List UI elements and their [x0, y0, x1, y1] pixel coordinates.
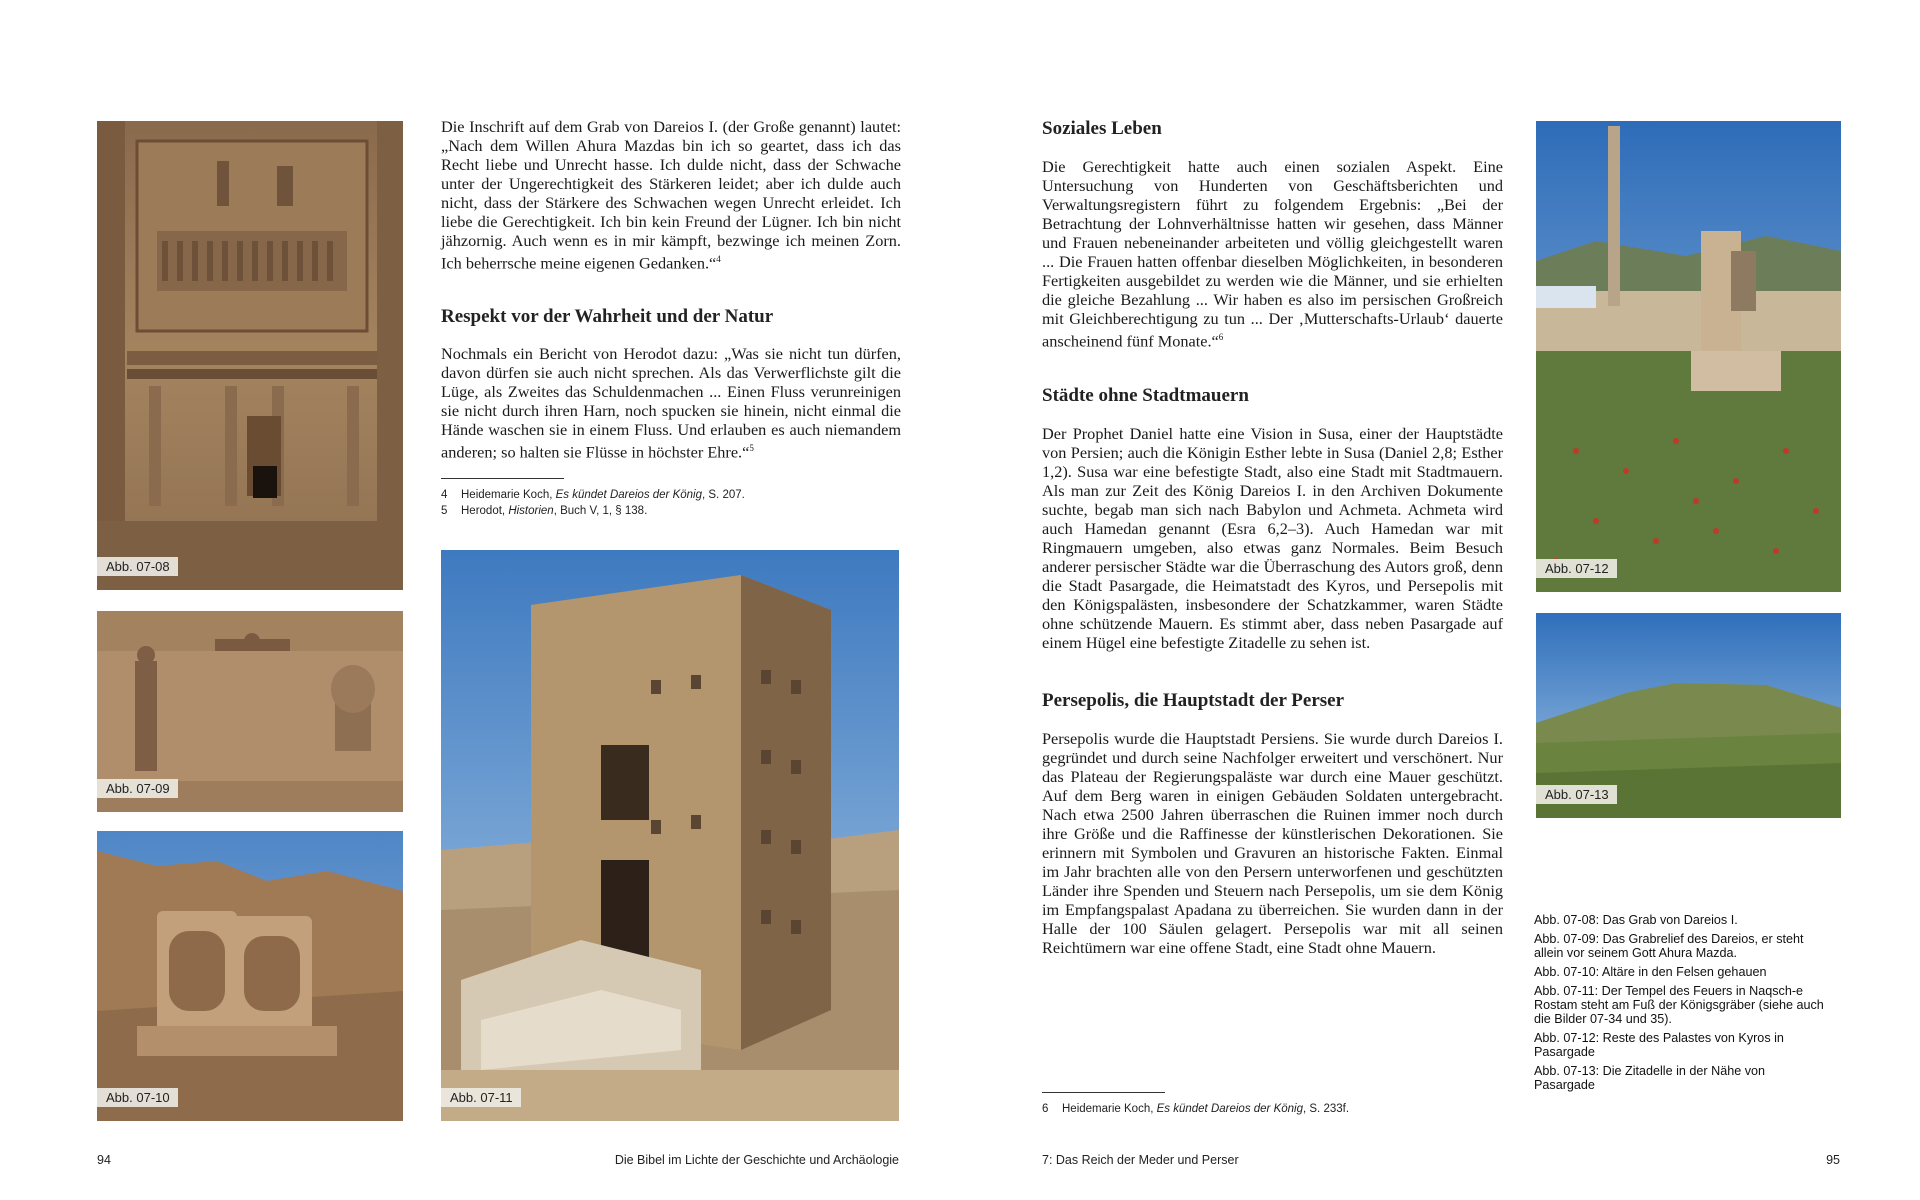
- section-heading: Respekt vor der Wahrheit und der Natur: [441, 306, 774, 327]
- caption: Abb. 07-13: Die Zitadelle in der Nähe von Pasargade: [1534, 1064, 1766, 1092]
- footnote-6: 6 Heidemarie Koch, Es kündet Dareios der König, S. 233f.: [1042, 1103, 1350, 1115]
- herodot-paragraph: Nochmals ein Bericht von Herodot dazu: „Was sie nicht tun dürfen, davon dürfen sie auch nicht sprechen. Als das Verwerflichste gilt die Lüge, als Zweites das Schuldenmachen ... Einen Fluss verunreinigen sie nicht durch ihren Harn, noch spucken sie hinein, nicht einmal die Hände waschen sie in einem Fluss. Und erlauben es auch niemandem anderen; so halten sie Flüsse in höchster Ehre.“$^5$: [441, 344, 901, 462]
- footnote-rule: [1042, 1092, 1165, 1093]
- cities-paragraph: Der Prophet Daniel hatte eine Vision in Susa, einer der Hauptstädte von Persien; auch die Königin Esther lebte in Susa (Daniel 2,8; Esther 1,2). Susa war eine befestigte Stadt, also eine Stadt mit Stadtmauern. Als man zur Zeit des König Dareios I. in den Archiven Dokumente suchte, begab man sich nach Babylon und Achmeta. Achmeta wird auch Hamedan genannt (Esra 6,2–3). Auch Hamedan war mit Ringmauern umgeben, also etwas ganz Normales. Beim Besuch anderer persischer Städte war die Überraschung des Autors groß, denn die Stadt Pasargade, die Heimatstadt des Kyros, und Persepolis mit den Königspalästen, insbesondere der Schatzkammer, waren Städte ohne schützende Mauern. Es stimmt aber, dass neben Pasargade auf einem Hügel eine befestigte Zitadelle zu sehen ist.: [1042, 424, 1503, 652]
- heading-cities-without-walls: Städte ohne Stadtmauern: [1042, 385, 1249, 406]
- figure-label: Abb. 07-09: [97, 779, 178, 798]
- figure-label: Abb. 07-10: [97, 1088, 178, 1107]
- caption: Abb. 07-09: Das Grabrelief des Dareios, er steht allein vor seinem Gott Ahura Mazda.: [1534, 932, 1804, 960]
- caption: Abb. 07-11: Der Tempel des Feuers in Naqsch-e Rostam steht am Fuß der Königsgräber (siehe auch die Bilder 07-34 und 35).: [1534, 984, 1824, 1026]
- intro-paragraph: Die Inschrift auf dem Grab von Dareios I. (der Große genannt) lautet: „Nach dem Willen Ahura Mazdas bin ich so geartet, dass ich das Recht liebe und Unrecht hasse. Ich dulde nicht, dass der Schwache unter der Ungerechtigkeit des Stärkeren leidet; aber ich dulde auch nicht, dass der Stärkere des Schwachen wegen Unrecht erleidet. Ich liebe die Gerechtigkeit. Ich bin kein Freund der Lügner. Ich bin nicht jähzornig. Auch wenn es in mir kämpft, bezwinge ich meinen Zorn. Ich beherrsche meine eigenen Gedanken.“$^4$: [441, 117, 901, 273]
- figure-label: Abb. 07-08: [97, 557, 178, 576]
- ruins-image: [1536, 121, 1841, 592]
- caption: Abb. 07-08: Das Grab von Dareios I.: [1534, 913, 1738, 927]
- persepolis-paragraph: Persepolis wurde die Hauptstadt Persiens. Sie wurde durch Dareios I. gegründet und durch seine Nachfolger erweitert und verschönert. Nur das Plateau der Regierungspaläste war durch eine Mauer geschützt. Auf dem Berg waren in einigen Gebäuden Soldaten untergebracht. Nach etwa 2500 Jahren überraschen die Ruinen immer noch durch ihre Größe und die Raffinesse der künstlerischen Dekorationen. Sie erinnern mit Symbolen und Gravuren an historische Fakten. Einmal im Jahr brachten alle von den Persern unterworfenen und geschützten Länder ihre Spenden und Steuern nach Persepolis, um sie dem König im Empfangspalast Apadana zu überreichen. Sie wurden dann in der Halle der 100 Säulen gelagert. Persepolis war mit all seinen Reichtümern war eine offene Stadt, eine Stadt ohne Mauern.: [1042, 729, 1503, 957]
- photo-fire-temple: [441, 550, 899, 1121]
- running-head-left: Die Bibel im Lichte der Geschichte und Archäologie: [614, 1153, 899, 1167]
- figure-label: Abb. 07-13: [1536, 785, 1617, 804]
- photo-tomb-of-darius: [97, 121, 403, 590]
- photo-rock-altars: [97, 831, 403, 1121]
- page-number-left: 94: [97, 1153, 111, 1167]
- photo-grave-relief: [97, 611, 403, 812]
- figure-label: Abb. 07-12: [1536, 559, 1617, 578]
- tomb-image: [97, 121, 403, 590]
- footnote-ref: 6: [1218, 332, 1224, 342]
- running-head-right: 7: Das Reich der Meder und Perser: [1042, 1153, 1239, 1167]
- caption: Abb. 07-10: Altäre in den Felsen gehauen: [1534, 965, 1767, 979]
- figure-label: Abb. 07-11: [441, 1088, 521, 1107]
- footnote-rule: [441, 478, 564, 479]
- photo-citadel: [1536, 613, 1841, 818]
- heading-persepolis: Persepolis, die Hauptstadt der Perser: [1042, 690, 1345, 711]
- footnote-ref: 5: [749, 443, 754, 453]
- heading-social-life: Soziales Leben: [1042, 118, 1162, 139]
- footnote-5: 5 Herodot, Historien, Buch V, 1, § 138.: [441, 505, 648, 517]
- altars-image: [97, 831, 403, 1121]
- page-number-right: 95: [1826, 1153, 1840, 1167]
- figure-captions: [1534, 913, 1824, 1097]
- social-life-paragraph: Die Gerechtigkeit hatte auch einen sozialen Aspekt. Eine Untersuchung von Hunderten von Geschäftsberichten und Verwaltungsregistern führt zu folgendem Ergebnis: „Bei der Betrachtung der Lohnverhältnisse hatten wir gesehen, dass Männer und Frauen nebeneinander arbeiteten und völlig gleichgestellt waren ... Die Frauen hatten offenbar dieselben Möglichkeiten, in besonderen Fertigkeiten ausgebildet zu werden wie die Männer, und sie erhielten die gleiche Bezahlung ... Wir haben es also im persischen Großreich mit Gleichberechtigung zu tun ... Der ‚Mutterschafts-Urlaub‘ dauerte anscheinend fünf Monate.“$^6$: [1042, 157, 1503, 351]
- footnote-4: 4 Heidemarie Koch, Es kündet Dareios der König, S. 207.: [441, 489, 745, 501]
- caption: Abb. 07-12: Reste des Palastes von Kyros in Pasargade: [1534, 1031, 1784, 1059]
- photo-palace-ruins: [1536, 121, 1841, 592]
- footnote-ref: 4: [716, 254, 721, 264]
- temple-image: [441, 550, 899, 1121]
